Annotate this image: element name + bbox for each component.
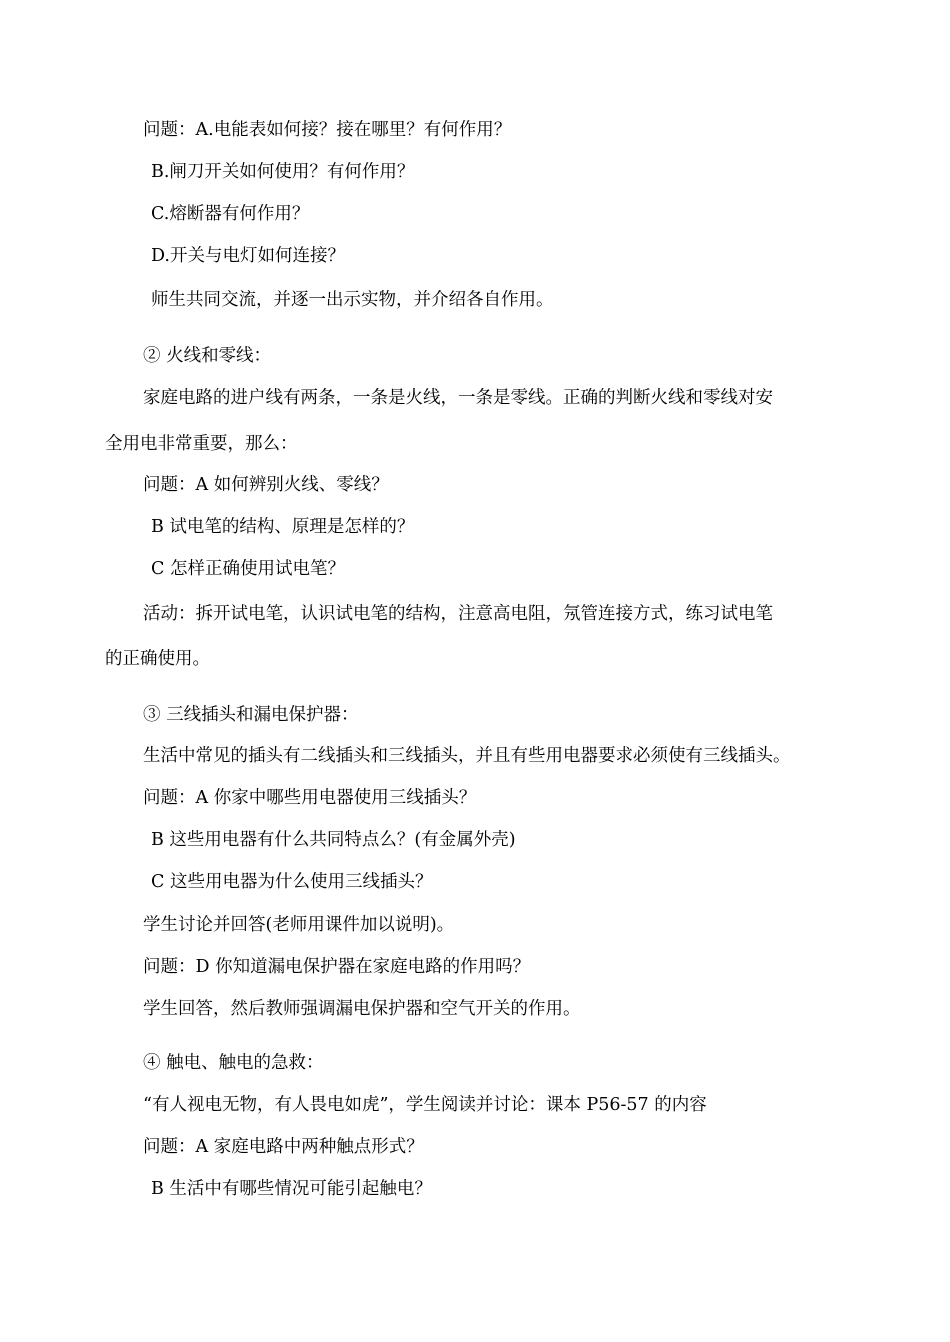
question-a-meter: 问题：A.电能表如何接？接在哪里？有何作用？ — [143, 120, 512, 140]
section-2-paragraph-line-2: 全用电非常重要，那么： — [105, 434, 298, 454]
question-b-knife-switch: B.闸刀开关如何使用？有何作用？ — [151, 162, 415, 182]
question-a-contact-forms: 问题：A 家庭电路中两种触点形式？ — [143, 1137, 424, 1157]
question-b-common-features: B 这些用电器有什么共同特点么？(有金属外壳) — [151, 830, 516, 850]
question-d-switch-lamp: D.开关与电灯如何连接？ — [151, 246, 345, 266]
activity-line-2: 的正确使用。 — [105, 649, 210, 669]
question-b-test-pen-structure: B 试电笔的结构、原理是怎样的？ — [151, 517, 415, 537]
question-a-identify-lines: 问题：A 如何辨别火线、零线？ — [143, 475, 389, 495]
question-d-leakage-protector: 问题：D 你知道漏电保护器在家庭电路的作用吗？ — [143, 957, 531, 977]
question-b-shock-causes: B 生活中有哪些情况可能引起触电？ — [151, 1179, 432, 1199]
section-4-paragraph: “有人视电无物，有人畏电如虎”，学生阅读并讨论：课本 P56-57 的内容 — [143, 1095, 707, 1115]
question-c-test-pen-use: C 怎样正确使用试电笔？ — [151, 559, 345, 579]
section-2-heading: ② 火线和零线： — [143, 346, 272, 366]
section-4-heading: ④ 触电、触电的急救： — [143, 1053, 324, 1073]
student-discussion: 学生讨论并回答(老师用课件加以说明)。 — [143, 915, 455, 935]
question-a-three-wire-appliances: 问题：A 你家中哪些用电器使用三线插头？ — [143, 788, 477, 808]
question-c-fuse: C.熔断器有何作用？ — [151, 204, 310, 224]
activity-line-1: 活动：拆开试电笔，认识试电笔的结构，注意高电阻，氖管连接方式，练习试电笔 — [143, 604, 773, 624]
section-3-heading: ③ 三线插头和漏电保护器： — [143, 705, 359, 725]
teacher-student-exchange: 师生共同交流，并逐一出示实物，并介绍各自作用。 — [151, 290, 554, 310]
section-3-paragraph: 生活中常见的插头有二线插头和三线插头，并且有些用电器要求必须使有三线插头。 — [143, 746, 791, 766]
student-answer: 学生回答，然后教师强调漏电保护器和空气开关的作用。 — [143, 999, 581, 1019]
question-c-why-three-wire: C 这些用电器为什么使用三线插头？ — [151, 872, 433, 892]
section-2-paragraph-line-1: 家庭电路的进户线有两条，一条是火线，一条是零线。正确的判断火线和零线对安 — [143, 388, 773, 408]
